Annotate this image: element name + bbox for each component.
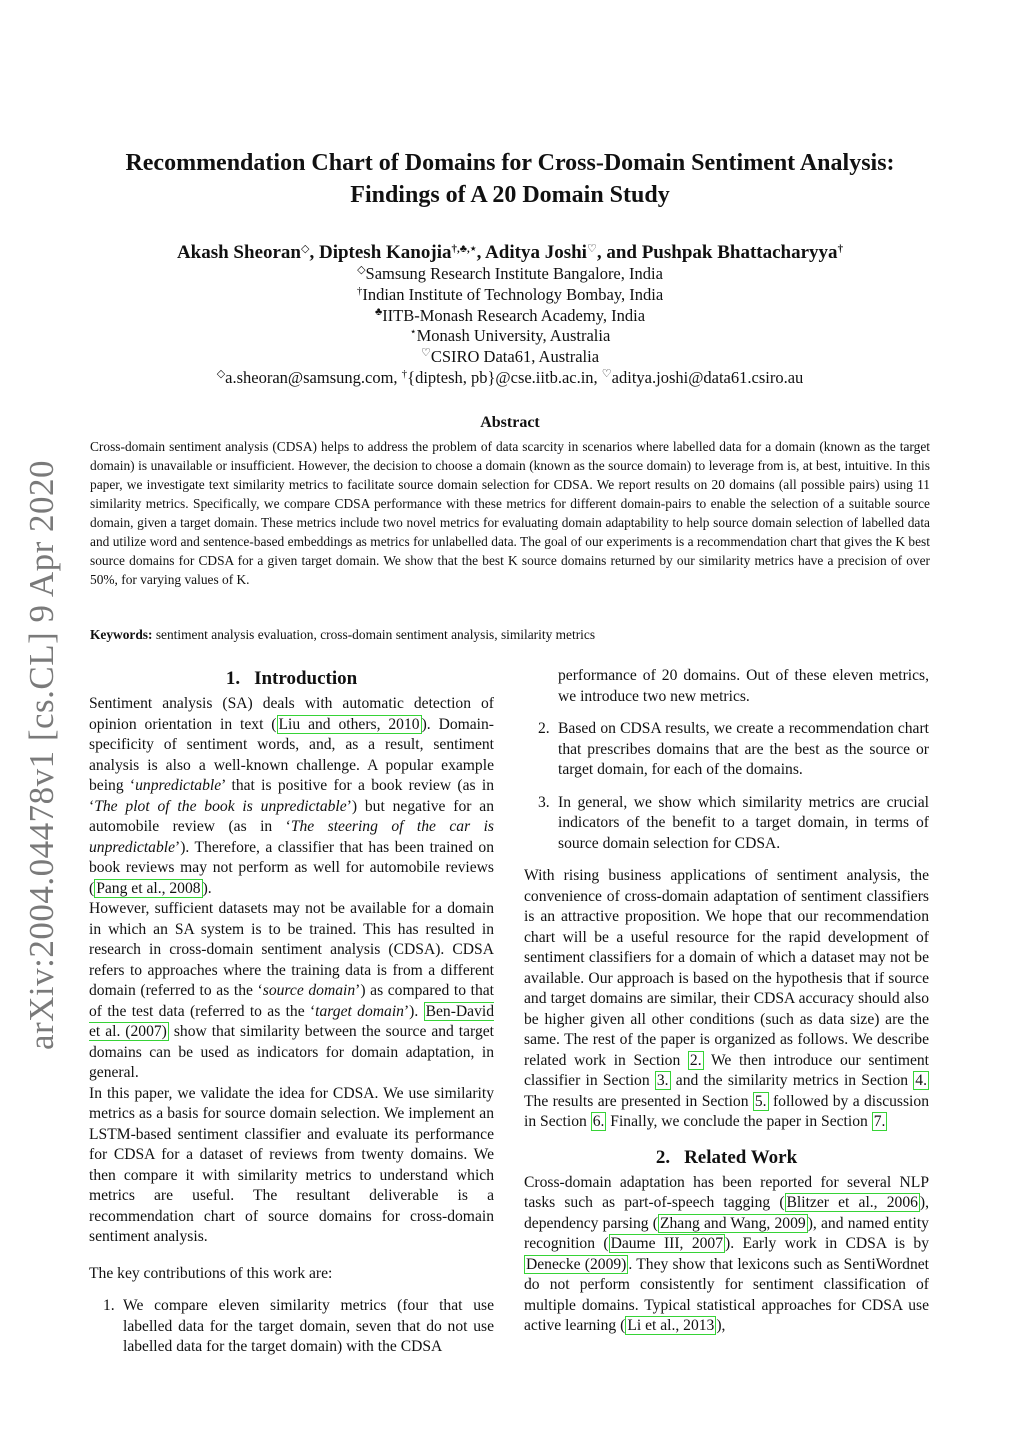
paragraph: Sentiment analysis (SA) deals with automatic detection of opinion orientation in text ( Liu and others, 2010 ). Domain-specificity of sentiment words, and, as a result, sentiment analysis is also a well-known challenge. A popular example being ‘unpredictable’ that is positive for a book review (as in ‘The plot of the book is unpredictable’) but negative for an automobile review (as in ‘The steering of the car is unpredictable’). Therefore, a classifier that has been trained on book reviews may not perform as well for automobile reviews ( Pang et al., 2008 ). — [89, 695, 494, 897]
author-mark: ◇ — [301, 243, 310, 255]
paragraph: The key contributions of this work are: — [89, 1264, 333, 1282]
author-mark: † — [837, 243, 844, 255]
section-ref-link[interactable]: 4. — [915, 1072, 927, 1089]
email-line: ◇a.sheoran@samsung.com, †{diptesh, pb}@cse.iitb.ac.in, ♡aditya.joshi@data61.csiro.au — [216, 367, 804, 387]
author-sep: , and — [596, 242, 642, 263]
affiliations — [90, 264, 930, 389]
affiliation: ♣IITB-Monash Research Academy, India — [374, 305, 646, 325]
citation-link[interactable]: Ben-David et al. (2007) — [89, 1002, 494, 1040]
paragraph: Cross-domain adaptation has been reported for several NLP tasks such as part-of-speech tagging ( Blitzer et al., 2006 ), dependency parsing ( Zhang and Wang, 2009 ), and named entity recognition ( Daume III, 2007 ). Early work in CDSA is by Denecke (2009) . They show that lexicons such as SentiWordnet do not perform consistently for sentiment classification of multiple domains. Typical statistical approaches for CDSA use active learning ( Li et al., 2013 ), — [524, 1173, 930, 1334]
citation-link[interactable]: Liu and others, 2010 — [278, 715, 420, 733]
keywords — [90, 625, 930, 644]
section-ref-link[interactable]: 2. — [689, 1051, 702, 1069]
email: a.sheoran@samsung.com, — [225, 367, 402, 387]
author-name: Akash Sheoran — [176, 242, 302, 263]
keywords-text: sentiment analysis evaluation, cross-domain sentiment analysis, similarity metrics — [152, 627, 596, 642]
list-item: 2. Based on CDSA results, we create a recommendation chart that prescribes domains that are the best as the source or target domain, for each of the domains. — [538, 720, 929, 778]
email: aditya.joshi@data61.csiro.au — [611, 367, 804, 387]
section-heading-related-work: 2. Related Work — [655, 1146, 798, 1168]
right-column — [524, 666, 929, 1337]
affiliation: ◇Samsung Research Institute Bangalore, India — [357, 264, 663, 283]
author-name: Pushpak Bhattacharyya — [641, 242, 838, 263]
list-item: 3. In general, we show which similarity metrics are crucial indicators of the benefit to a target domain, in terms of source domain selection for CDSA. — [538, 793, 929, 852]
author-name: Aditya Joshi — [485, 242, 587, 263]
author-sep: , — [476, 242, 486, 263]
author-sep: , — [309, 242, 319, 263]
section-ref-link[interactable]: 3. — [656, 1072, 669, 1089]
list-item: 1. We compare eleven similarity metrics (four that use labelled data for the target domain, seven that do not use labelled data for the target domain) with the CDSA — [103, 1297, 494, 1355]
paragraph: However, sufficient datasets may not be available for a domain in which an SA system is to be trained. This has resulted in research in cross-domain sentiment analysis (CDSA). CDSA refers to approaches where the training data is from a different domain (referred to as the ‘source domain’) as compared to that of the test data (referred to as the ‘target domain’). Ben-David et al. (2007) show that similarity between the source and target domains can be used as indicators for domain adaptation, in general. — [89, 900, 494, 1081]
paper-title — [90, 147, 930, 211]
author-name: Diptesh Kanojia — [318, 242, 452, 263]
title-line-2: Findings of A 20 Domain Study — [350, 182, 670, 208]
citation-link[interactable]: Daume III, 2007 — [610, 1235, 724, 1252]
list-item-continued: performance of 20 domains. Out of these eleven metrics, we introduce two new metrics. — [558, 667, 929, 705]
email: {diptesh, pb}@cse.iitb.ac.in, — [407, 367, 602, 387]
paragraph: In this paper, we validate the idea for CDSA. We use similarity metrics as a basis for source domain selection. We implement an LSTM-based sentiment classifier and evaluate its performance for CDSA for a dataset of reviews from twenty domains. We then compare it with similarity metrics to understand which metrics are useful. The resultant deliverable is a recommendation chart of source domains for cross-domain sentiment analysis. — [89, 1084, 494, 1245]
left-column — [89, 666, 494, 1358]
affiliation: ♡CSIRO Data61, Australia — [420, 347, 600, 367]
affiliation: †Indian Institute of Technology Bombay, India — [356, 284, 664, 304]
paragraph: With rising business applications of sentiment analysis, the convenience of cross-domain adaptation of sentiment classifiers is an attractive proposition. We hope that our recommendation chart will be a useful resource for the rapid development of sentiment classifiers for a domain of which a dataset may not be available. Our approach is based on the hypothesis that if source and target domains are similar, their CDSA accuracy should also be higher given all other conditions (such as data size) are the same. The rest of the paper is organized as follows. We describe related work in Section 2. We then introduce our sentiment classifier in Section 3. and the similarity metrics in Section 4. The results are presented in Section 5. followed by a discussion in Section 6. Finally, we conclude the paper in Section 7. — [524, 867, 929, 1130]
citation-link[interactable]: Pang et al., 2008 — [96, 879, 201, 897]
citation-link[interactable]: Denecke (2009) — [526, 1255, 627, 1273]
section-ref-link[interactable]: 6. — [592, 1113, 605, 1130]
arxiv-stamp — [18, 440, 66, 1070]
section-ref-link[interactable]: 7. — [873, 1113, 886, 1130]
keywords-label: Keywords: — [90, 627, 153, 642]
citation-link[interactable]: Li et al., 2013 — [627, 1317, 715, 1334]
citation-link[interactable]: Zhang and Wang, 2009 — [659, 1214, 806, 1232]
abstract-text: Cross-domain sentiment analysis (CDSA) helps to address the problem of data scarcity in scenarios where labelled data for a domain (known as the target domain) is unavailable or insufficient. However, the decision to choose a domain (known as the source domain) to leverage from is, at best, intuitive. In this paper, we investigate text similarity metrics to facilitate source domain selection for CDSA. We report results on 20 domains (all possible pairs) using 11 similarity metrics. Specifically, we compare CDSA performance with these metrics for different domain-pairs to enable the selection of a suitable source domain, given a target domain. These metrics include two novel metrics for evaluating domain adaptability to help source domain selection of labelled data and utilize word and sentence-based embeddings as metrics for unlabelled data. The goal of our experiments is a recommendation chart that gives the K best source domains for CDSA for a given target domain. We show that the best K source domains returned by our similarity metrics have a precision of over 50%, for varying values of K. — [90, 439, 930, 587]
section-heading-introduction: 1. Introduction — [225, 668, 358, 689]
abstract-heading: Abstract — [480, 414, 540, 431]
affiliation: ⋆Monash University, Australia — [409, 326, 611, 346]
title-line-1: Recommendation Chart of Domains for Cross-Domain Sentiment Analysis: — [125, 150, 895, 176]
arxiv-id: arXiv:2004.04478v1 [cs.CL] 9 Apr 2020 — [22, 459, 62, 1051]
section-ref-link[interactable]: 5. — [754, 1092, 767, 1110]
citation-link[interactable]: Blitzer et al., 2006 — [786, 1194, 918, 1211]
author-mark: ♡ — [586, 243, 597, 255]
author-mark: †,♣,⋆ — [451, 243, 477, 255]
author-list — [90, 240, 930, 266]
